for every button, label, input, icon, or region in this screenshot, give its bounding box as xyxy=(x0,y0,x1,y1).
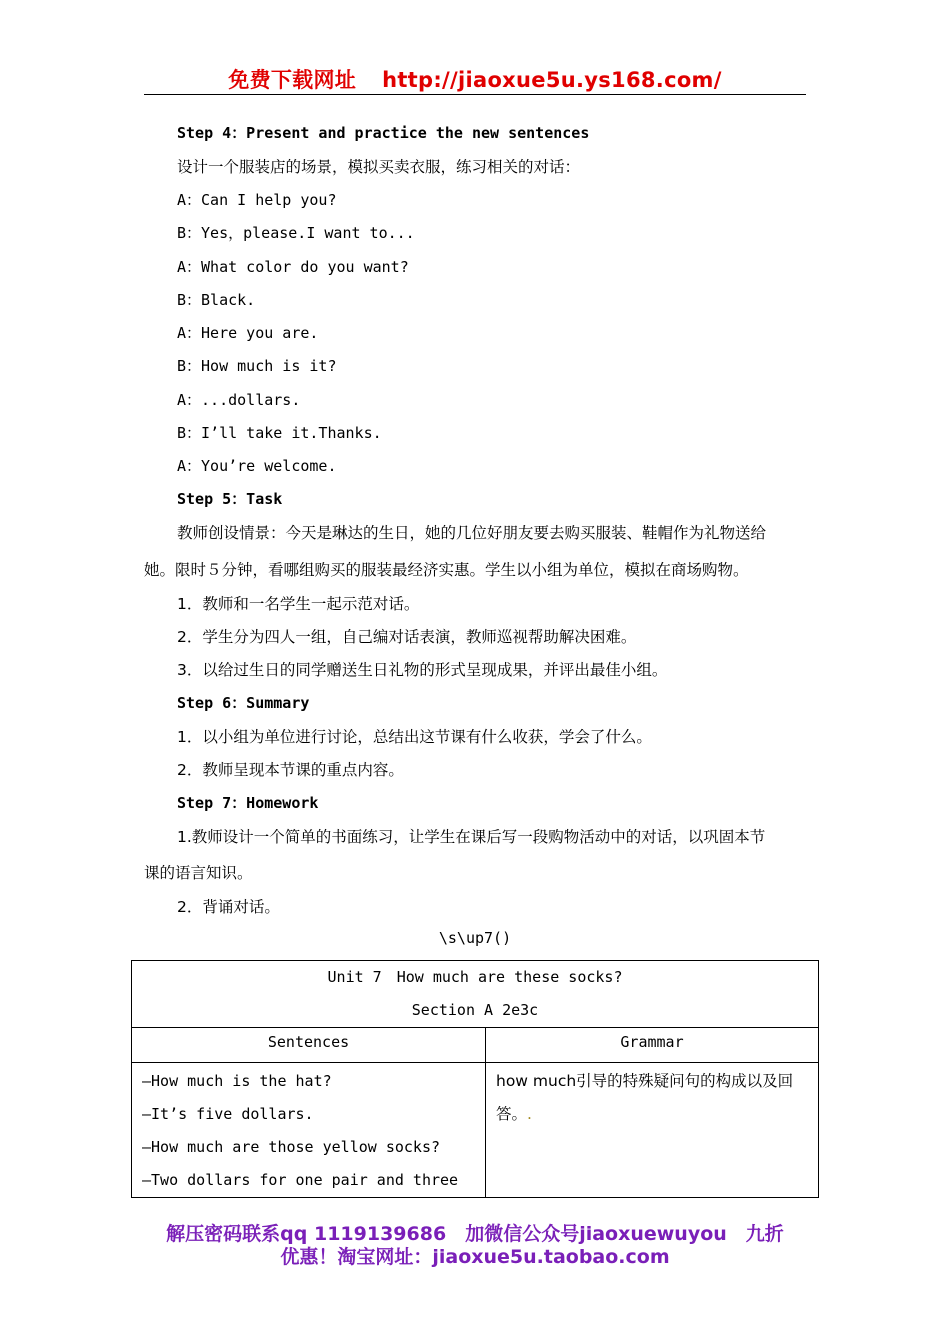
dialogue-line: B：I’ll take it.Thanks. xyxy=(177,424,382,442)
header-divider xyxy=(144,94,806,95)
dialogue-line: B：Yes，please.I want to... xyxy=(177,224,415,242)
sentence-line: —How much is the hat? xyxy=(142,1072,332,1090)
sentence-line: —How much are those yellow socks? xyxy=(142,1138,441,1156)
step5-item: 2．学生分为四人一组，自己编对话表演，教师巡视帮助解决困难。 xyxy=(177,628,637,646)
grammar-line1: how much引导的特殊疑问句的构成以及回 xyxy=(496,1072,794,1090)
sentence-line: —Two dollars for one pair and three xyxy=(142,1171,459,1189)
table-caption-title: Unit 7 How much are these socks? xyxy=(327,968,623,986)
grammar-mark: . xyxy=(527,1105,532,1123)
table-caption xyxy=(132,961,819,1028)
step6-item: 1．以小组为单位进行讨论，总结出这节课有什么收获，学会了什么。 xyxy=(177,728,652,746)
step4-intro: 设计一个服装店的场景，模拟买卖衣服，练习相关的对话： xyxy=(177,158,581,176)
dialogue-line: A：Can I help you? xyxy=(177,191,337,209)
dialogue-line: A：...dollars. xyxy=(177,391,301,409)
step7-item2: 2．背诵对话。 xyxy=(177,898,280,916)
grammar-table xyxy=(131,960,819,1198)
table-caption-section: Section A 2e3c xyxy=(411,1001,539,1019)
dialogue-line: A：You’re welcome. xyxy=(177,457,337,475)
step6-item: 2．教师呈现本节课的重点内容。 xyxy=(177,761,404,779)
step5-item: 1．教师和一名学生一起示范对话。 xyxy=(177,595,420,613)
step5-item: 3．以给过生日的同学赠送生日礼物的形式呈现成果，并评出最佳小组。 xyxy=(177,661,668,679)
sentences-cell xyxy=(132,1063,486,1198)
step7-item1-line1: 1.教师设计一个简单的书面练习，让学生在课后写一段购物活动中的对话，以巩固本节 xyxy=(177,828,766,846)
header-label: 免费下载网址 xyxy=(228,68,357,92)
table-header-grammar: Grammar xyxy=(486,1028,819,1063)
field-code: \s\up7() xyxy=(438,929,512,947)
step7-item1-line2: 课的语言知识。 xyxy=(144,864,253,882)
step4-title: Step 4：Present and practice the new sentences xyxy=(177,124,590,142)
footer-line1: 解压密码联系qq 1119139686 加微信公众号jiaoxuewuyou 九折 xyxy=(166,1223,784,1245)
table-header-sentences: Sentences xyxy=(132,1028,486,1063)
step7-title: Step 7：Homework xyxy=(177,794,319,812)
dialogue-line: B：How much is it? xyxy=(177,357,337,375)
dialogue-line: A：Here you are. xyxy=(177,324,319,342)
grammar-line2: 答。 xyxy=(496,1105,528,1123)
sentence-line: —It’s five dollars. xyxy=(142,1105,314,1123)
dialogue-line: A：What color do you want? xyxy=(177,258,409,276)
step6-title: Step 6：Summary xyxy=(177,694,310,712)
step5-paragraph-line1: 教师创设情景：今天是琳达的生日，她的几位好朋友要去购买服装、鞋帽作为礼物送给 xyxy=(177,524,767,542)
footer-line2: 优惠！淘宝网址：jiaoxue5u.taobao.com xyxy=(280,1246,670,1268)
grammar-cell xyxy=(486,1063,819,1198)
step5-paragraph-line2: 她。限时５分钟，看哪组购买的服装最经济实惠。学生以小组为单位，模拟在商场购物。 xyxy=(144,561,749,579)
dialogue-line: B：Black. xyxy=(177,291,256,309)
step5-title: Step 5：Task xyxy=(177,490,283,508)
page-header xyxy=(0,64,950,94)
header-url[interactable]: http://jiaoxue5u.ys168.com/ xyxy=(382,68,722,92)
